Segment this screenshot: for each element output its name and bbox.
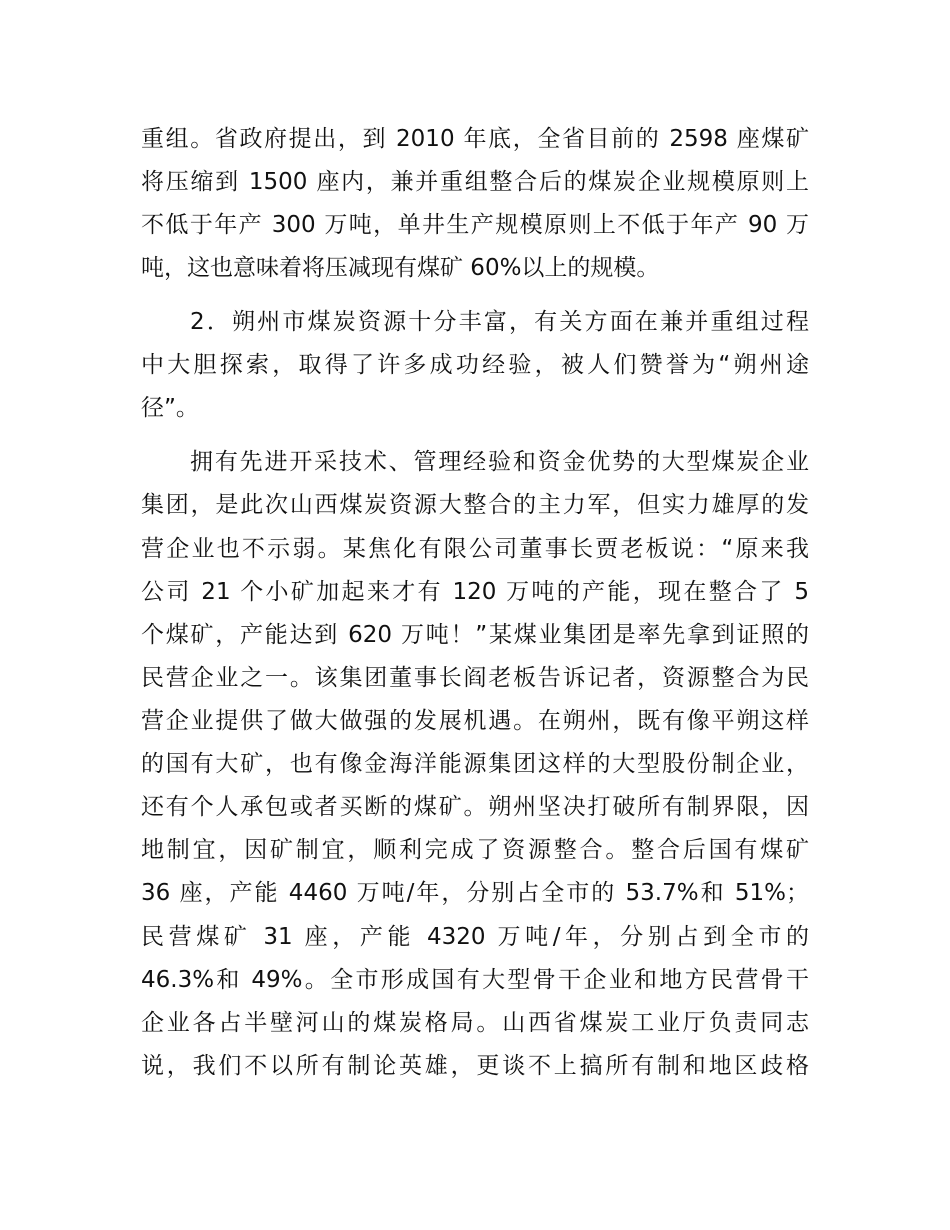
paragraph-1-line-1: 重组。省政府提出，到 2010 年底，全省目前的 2598 座煤矿 (141, 126, 809, 152)
paragraph-3-line-5: 个煤矿，产能达到 620 万吨！”某煤业集团是率先拿到证照的 (141, 622, 809, 648)
paragraph-3-line-4: 公司 21 个小矿加起来才有 120 万吨的产能，现在整合了 5 (141, 579, 809, 605)
paragraph-3-line-9: 还有个人承包或者买断的煤矿。朔州坚决打破所有制界限，因 (141, 794, 809, 820)
paragraph-3-line-7: 营企业提供了做大做强的发展机遇。在朔州，既有像平朔这样 (141, 708, 809, 734)
paragraph-2-line-1: 2．朔州市煤炭资源十分丰富，有关方面在兼并重组过程 (190, 309, 809, 335)
paragraph-3-line-6: 民营企业之一。该集团董事长阎老板告诉记者，资源整合为民 (141, 665, 809, 691)
paragraph-2-line-3: 径”。 (141, 395, 199, 421)
paragraph-3-line-8: 的国有大矿，也有像金海洋能源集团这样的大型股份制企业， (141, 751, 809, 777)
paragraph-3-line-12: 民营煤矿 31 座，产能 4320 万吨/年，分别占到全市的 (141, 924, 809, 950)
paragraph-3-line-14: 企业各占半壁河山的煤炭格局。山西省煤炭工业厅负责同志 (141, 1010, 809, 1036)
paragraph-3-line-1: 拥有先进开采技术、管理经验和资金优势的大型煤炭企业 (190, 449, 809, 475)
paragraph-3-line-15: 说，我们不以所有制论英雄，更谈不上搞所有制和地区歧格 (141, 1053, 809, 1079)
paragraph-3-line-13: 46.3%和 49%。全市形成国有大型骨干企业和地方民营骨干 (141, 967, 809, 993)
paragraph-1-line-2: 将压缩到 1500 座内，兼并重组整合后的煤炭企业规模原则上 (141, 169, 809, 195)
paragraph-3-line-10: 地制宜，因矿制宜，顺利完成了资源整合。整合后国有煤矿 (141, 837, 809, 863)
paragraph-1-line-3: 不低于年产 300 万吨，单井生产规模原则上不低于年产 90 万 (141, 212, 809, 238)
paragraph-2-line-2: 中大胆探索，取得了许多成功经验，被人们赞誉为“朔州途 (141, 352, 809, 378)
paragraph-3-line-2: 集团，是此次山西煤炭资源大整合的主力军，但实力雄厚的发 (141, 492, 809, 518)
paragraph-3-line-3: 营企业也不示弱。某焦化有限公司董事长贾老板说：“原来我 (141, 536, 809, 562)
paragraph-3-line-11: 36 座，产能 4460 万吨/年，分别占全市的 53.7%和 51%； (141, 880, 809, 906)
paragraph-1-line-4: 吨，这也意味着将压减现有煤矿 60%以上的规模。 (141, 255, 660, 281)
